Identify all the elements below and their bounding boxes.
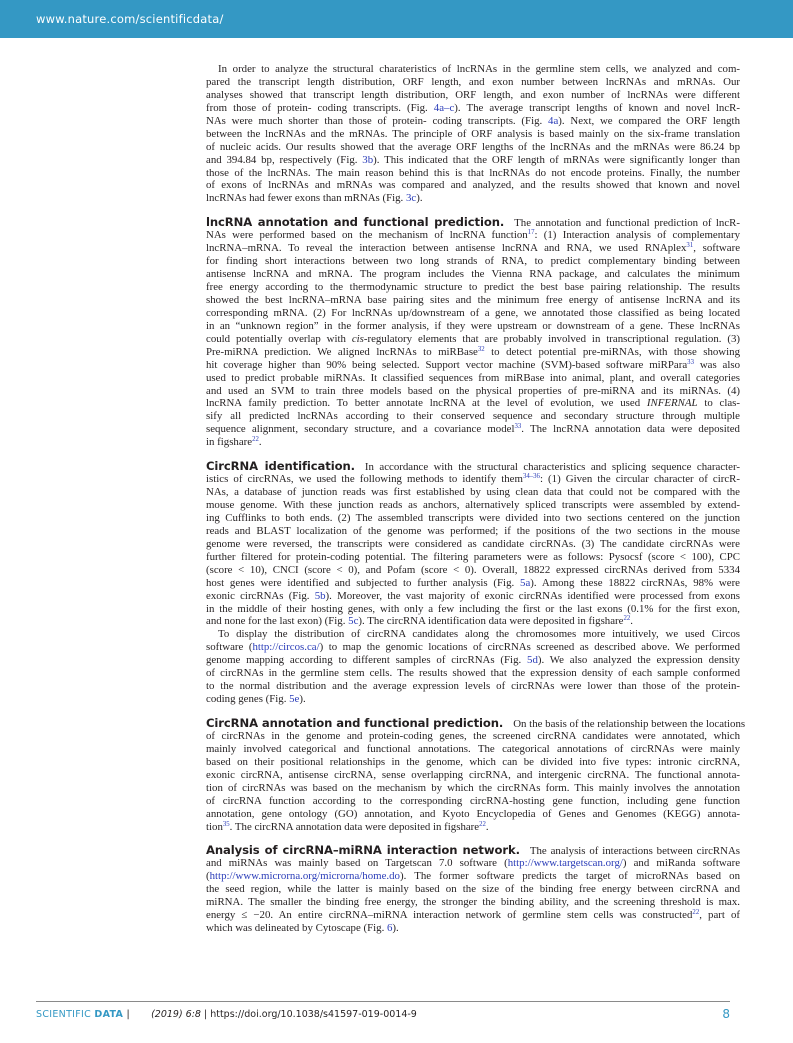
text-line <box>206 680 740 693</box>
text-fragment: tion of circRNAs was based on the mechanism by which the circRNAs form. This mainly involves the annotation <box>206 781 740 794</box>
text-fragment: from those of protein- coding transcripts. (Fig. <box>206 101 434 114</box>
text-fragment: antisense lncRNA and mRNA. The program includes the Vienna RNA package, and calculates the minimum <box>206 268 740 281</box>
text-line <box>206 320 740 333</box>
text-line <box>206 410 740 423</box>
text-line <box>206 255 740 268</box>
text-fragment: NAs were much shorter than those of protein- coding transcripts. (Fig. <box>206 114 549 127</box>
text-line <box>206 615 740 628</box>
citation-superscript[interactable]: 31 <box>686 242 694 250</box>
text-line <box>206 141 740 154</box>
text-line <box>206 782 740 795</box>
text-fragment: and none for the last exon) (Fig. <box>206 615 349 628</box>
text-fragment: of exons of lncRNAs and mRNAs was compared and analyzed, and the results showed that known and novel <box>206 179 740 192</box>
text-line <box>206 179 740 192</box>
text-fragment: . The circRNA annotation data were deposited in figshare <box>229 820 480 833</box>
text-fragment: ). <box>299 693 306 706</box>
text-fragment: between the lncRNAs and the mRNAs. The principle of ORF analysis is based mainly on the six-frame translation <box>206 127 740 140</box>
text-fragment: based on their positional relationships in the genome, which can be divided into five types: intronic circRNA, <box>206 755 740 768</box>
text-fragment: corresponding mRNA. (2) For lncRNAs up/downstream of a gene, we annotated those classified as being located <box>206 306 740 319</box>
text-fragment: , software <box>693 242 741 255</box>
text-line <box>206 730 740 743</box>
reference-link[interactable]: 5b <box>314 589 326 602</box>
citation <box>151 1009 417 1020</box>
journal-name-light: SCIENTIFIC <box>36 1009 95 1020</box>
text-fragment: NAs were performed based on the mechanism of lncRNA function <box>206 229 528 242</box>
text-fragment: and miRNAs was mainly based on Targetscan 7.0 software ( <box>206 857 508 870</box>
text-fragment: showed the best lncRNA–mRNA base pairing sites and the minimum free energy of antisense lncRNA and its <box>206 293 740 306</box>
citation-superscript[interactable]: 22 <box>623 615 631 623</box>
citation-year: (2019) 6:8 <box>151 1009 201 1020</box>
reference-link[interactable]: http://circos.ca/ <box>252 641 320 654</box>
reference-link[interactable]: 5e <box>289 693 300 706</box>
text-line <box>206 590 740 603</box>
paragraph-circos <box>206 628 740 706</box>
text-line <box>206 844 740 857</box>
text-fragment: which was delineated by Cytoscape (Fig. <box>206 922 387 935</box>
text-line <box>206 628 740 641</box>
text-line <box>206 460 740 473</box>
section-lncrna-annotation <box>206 216 740 449</box>
text-fragment: . The lncRNA annotation data were deposited <box>521 423 740 436</box>
text-line <box>206 857 740 870</box>
reference-link[interactable]: 5d <box>527 654 538 667</box>
reference-link[interactable]: 4a–c <box>433 101 455 114</box>
article-body <box>206 63 746 935</box>
text-fragment: coding genes (Fig. <box>206 693 290 706</box>
text-fragment: to the normal distribution and the average expression levels of circRNAs were lower than those of the protein- <box>206 680 740 693</box>
text-fragment: in an “unknown region” in the former analysis, if they were upstream or downstream of a gene. These lncRNAs <box>206 319 740 332</box>
text-line <box>206 436 740 449</box>
text-line <box>206 743 740 756</box>
reference-link[interactable]: 5c <box>348 615 359 628</box>
text-fragment: . <box>258 436 262 449</box>
text-line <box>206 242 740 255</box>
reference-link[interactable]: 4a <box>548 114 559 127</box>
journal-name-bold: DATA <box>94 1009 124 1020</box>
text-line <box>206 551 740 564</box>
text-line <box>206 795 740 808</box>
text-line <box>206 385 740 398</box>
citation-superscript[interactable]: 33 <box>514 423 522 431</box>
text-fragment: ). Among these 18822 circRNAs, 98% were <box>530 576 740 589</box>
text-fragment: , part of <box>699 909 740 922</box>
text-line <box>206 667 740 680</box>
text-fragment: for finding short interactions between two long strands of RNA, to predict complementary binding between <box>206 255 740 268</box>
text-fragment: mouse genome. With these junction reads as anchors, alternatively spliced transcripts were assembled by extend- <box>206 499 740 511</box>
text-line <box>206 268 740 281</box>
text-fragment: ). The circRNA identification data were deposited in figshare <box>358 615 624 628</box>
citation-superscript[interactable]: 32 <box>477 345 485 353</box>
citation-superscript[interactable]: 22 <box>252 436 259 444</box>
text-line <box>206 63 740 76</box>
reference-link[interactable]: 3b <box>362 153 374 166</box>
text-fragment: miRNA. The smaller the binding free energy, the stronger the binding ability, and the screening threshold is max. <box>206 896 740 909</box>
text-line <box>206 808 740 821</box>
journal-header-bar <box>0 0 793 38</box>
text-line <box>206 883 740 896</box>
text-line <box>206 870 740 883</box>
text-fragment: The analysis of interactions between circRNAs <box>529 845 741 858</box>
text-fragment: : (1) Given the circular character of circR- <box>539 473 740 486</box>
text-line <box>206 167 740 180</box>
text-line <box>206 307 740 320</box>
text-fragment: host genes were identified and subjected to further analysis (Fig. <box>206 576 521 589</box>
section-heading: Analysis of circRNA–miRNA interaction network. <box>206 843 520 858</box>
text-line <box>206 577 740 590</box>
citation-doi[interactable]: | https://doi.org/10.1038/s41597-019-0014-9 <box>200 1009 417 1020</box>
italic-term: cis <box>351 332 364 345</box>
text-line <box>206 486 740 499</box>
text-fragment: analyses showed that transcript length distribution, ORF length, and exon number of lncRNAs were different <box>206 88 740 101</box>
text-fragment: . <box>630 615 633 628</box>
text-fragment: -regulatory elements that are probably involved in transcriptional regulation. (3) <box>363 332 740 345</box>
text-line <box>206 896 740 909</box>
text-fragment: annotation, gene ontology (GO) annotation, and Kyoto Encyclopedia of Genes and Genomes (KEGG) annota- <box>206 807 740 820</box>
text-line <box>206 641 740 654</box>
section-circrna-annotation <box>206 716 746 833</box>
text-fragment: In accordance with the structural characteristics and splicing sequence character- <box>364 461 740 474</box>
text-line <box>206 564 740 577</box>
text-line <box>206 89 740 102</box>
footer-separator: | <box>123 1009 131 1020</box>
text-fragment: of circRNAs in the germline stem cells. The results showed that the expression density of each sample conformed <box>206 667 740 680</box>
text-fragment: mainly involved categorical and functional annotations. The categorical annotations of circRNAs were mainly <box>206 742 740 755</box>
text-line <box>206 229 740 242</box>
text-line <box>206 525 740 538</box>
text-line <box>206 115 740 128</box>
text-fragment: was also <box>693 358 740 371</box>
text-fragment: could potentially overlap with <box>206 332 352 345</box>
text-fragment: ) to map the genomic locations of circRNAs screened as described above. We performed <box>319 641 741 654</box>
text-fragment: used to predict probable miRNAs. It classified sequences from miRBase into animal, plant, and overall categories <box>206 371 740 384</box>
journal-name <box>36 1009 130 1020</box>
text-fragment: software ( <box>206 641 253 654</box>
text-fragment: ). The former software predicts the target of microRNAs based on <box>399 870 740 883</box>
journal-url[interactable]: www.nature.com/scientificdata/ <box>36 12 224 26</box>
text-fragment: hit coverage higher than 90% being selected. Support vector machine (SVM)-based software miRPara <box>206 358 688 371</box>
citation-superscript[interactable]: 17 <box>527 229 535 237</box>
text-line <box>206 821 740 834</box>
text-line <box>206 154 740 167</box>
reference-link[interactable]: 5a <box>520 576 531 589</box>
text-line <box>206 372 740 385</box>
text-fragment: pared the transcript length distribution, ORF length, and exon number between lncRNAs and mRNAs. Our <box>206 75 740 88</box>
section-heading: lncRNA annotation and functional prediction. <box>206 215 505 230</box>
section-heading: CircRNA annotation and functional prediction. <box>206 716 504 730</box>
text-line <box>206 423 740 436</box>
page-footer <box>36 1009 730 1025</box>
text-fragment: in the middle of their hosting genes, with only a few including the first or the last exons (0.1% for the first exon, <box>206 602 740 615</box>
text-line <box>206 603 740 616</box>
text-line <box>206 654 740 667</box>
text-line <box>206 359 740 372</box>
text-fragment: to detect potential pre-miRNAs, with those showing <box>484 345 740 358</box>
reference-link[interactable]: 3c <box>405 192 417 205</box>
text-fragment: and 394.84 bp, respectively (Fig. <box>206 153 363 166</box>
text-fragment: ). <box>416 192 423 205</box>
text-fragment: ). <box>392 922 399 935</box>
text-fragment: and used an SVM to train three models based on the physical properties of pre-miRNA and its miRNAs. (4) <box>206 384 740 397</box>
text-fragment: further filtered for protein-coding potential. The filtering parameters were as follows: Pysocsf (score < 100), CPC <box>206 550 740 563</box>
text-line <box>206 346 740 359</box>
text-fragment: lncRNA–mRNA. To reveal the interaction between antisense lncRNA and RNA, we used RNAplex <box>206 242 687 255</box>
text-fragment: ). Moreover, the vast majority of exonic circRNAs identified were processed from exons <box>325 589 740 602</box>
text-fragment: lncRNA family prediction. To better annotate lncRNA at the level of evolution, we used <box>206 397 647 410</box>
text-line <box>206 716 746 730</box>
text-fragment: reads and BLAST localization of the genome was performed; if the positions of the two sections in the mouse <box>206 524 740 537</box>
text-line <box>206 909 740 922</box>
text-fragment: On the basis of the relationship between the locations <box>513 718 746 730</box>
section-interaction-network <box>206 844 740 935</box>
page-number: 8 <box>722 1007 730 1021</box>
citation-superscript[interactable]: 22 <box>479 820 486 828</box>
text-fragment: lncRNAs had fewer exons than mRNAs (Fig. <box>206 192 406 205</box>
text-fragment: . <box>485 820 489 833</box>
text-fragment: istics of circRNAs, we used the following methods to identify them <box>206 473 523 486</box>
text-line <box>206 281 740 294</box>
text-line <box>206 756 740 769</box>
text-fragment: to clas- <box>697 397 741 410</box>
text-fragment: exonic circRNA, antisense circRNA, sense overlapping circRNA, and intergenic circRNA. The functional annota- <box>206 768 740 781</box>
text-line <box>206 769 740 782</box>
text-fragment: The annotation and functional prediction of lncR- <box>514 217 741 230</box>
text-line <box>206 922 740 935</box>
text-fragment: ). Next, we compared the ORF length <box>558 114 740 127</box>
text-fragment: tion <box>206 820 223 833</box>
text-line <box>206 397 740 410</box>
text-fragment: of circRNA function according to the corresponding circRNA-hosting gene function, including gene function <box>206 794 740 807</box>
text-fragment: those of the lncRNAs. The main reason behind this is that lncRNAs do not encode proteins. Finally, the number <box>206 166 740 179</box>
italic-term: INFERNAL <box>646 397 698 410</box>
text-fragment: ( <box>206 870 210 883</box>
text-line <box>206 76 740 89</box>
footer-divider <box>36 1001 730 1002</box>
text-fragment: ). This indicated that the ORF length of mRNAs were significantly longer than <box>373 153 740 166</box>
text-fragment: In order to analyze the structural charateristics of lncRNAs in the germline stem cells, we analyzed and com- <box>218 63 740 75</box>
text-fragment: Pre-miRNA prediction. We aligned lncRNAs to miRBase <box>206 345 478 358</box>
text-fragment: : (1) Interaction analysis of complementary <box>534 229 740 242</box>
text-line <box>206 102 740 115</box>
text-line <box>206 473 740 486</box>
text-fragment: ). We also analyzed the expression density <box>537 654 740 667</box>
reference-link[interactable]: http://www.targetscan.org/ <box>507 857 623 870</box>
citation-superscript[interactable]: 33 <box>687 358 694 366</box>
text-line <box>206 333 740 346</box>
text-fragment: NAs, a database of junction reads was first established by using clean data that could not be compared with the <box>206 486 740 499</box>
text-fragment: (score < 10), CNCI (score < 0), and Pofam (score < 0). Overall, 18822 expressed circRNAs derived from 5334 <box>206 563 740 576</box>
paragraph-intro <box>206 63 740 205</box>
text-line <box>206 216 740 229</box>
text-fragment: energy ≤ −20. An entire circRNA–miRNA interaction network of germline stem cells was constructed <box>206 909 693 922</box>
text-line <box>206 693 740 706</box>
citation-superscript[interactable]: 34–36 <box>522 473 540 481</box>
text-fragment: ) and miRanda software <box>622 857 741 870</box>
text-fragment: of nucleic acids. Our results showed that the average ORF lengths of the lncRNAs and the mRNAs were 86.24 bp <box>206 140 740 153</box>
text-fragment: sequence alignment, secondary structure, and a covariance model <box>206 423 515 436</box>
text-fragment: ing Cufflinks to both ends. (2) The assembled transcripts were divided into two sections centered on the junction <box>206 511 740 524</box>
text-fragment: of circRNAs in the genome and protein-coding genes, the screened circRNA candidates were annotated, which <box>206 729 740 742</box>
text-fragment: the seed region, while the latter is mainly based on the size of the binding free energy between circRNA and <box>206 883 740 896</box>
text-line <box>206 512 740 525</box>
text-line <box>206 128 740 141</box>
text-fragment: genome were reversed, the transcripts were considered as candidate circRNAs. (3) The candidate circRNAs were <box>206 537 740 550</box>
text-fragment: ). The average transcript lengths of known and novel lncR- <box>454 101 740 114</box>
citation-superscript[interactable]: 22 <box>692 909 700 917</box>
section-circrna-identification <box>206 460 740 628</box>
text-line <box>206 499 740 512</box>
text-line <box>206 538 740 551</box>
text-line <box>206 192 740 205</box>
reference-link[interactable]: 6 <box>387 922 393 935</box>
text-line <box>206 294 740 307</box>
reference-link[interactable]: http://www.microrna.org/microrna/home.do <box>209 870 400 883</box>
text-fragment: sify all predicted lncRNAs according to their conserved sequence and secondary structure through multiple <box>206 410 740 423</box>
section-heading: CircRNA identification. <box>206 459 355 474</box>
text-fragment: To display the distribution of circRNA candidates along the chromosomes more intuitively, we used Circos <box>218 628 740 641</box>
text-fragment: free energy according to the thermodynamic structure to predict the best base pairing relationship. The results <box>206 281 740 293</box>
text-fragment: in figshare <box>206 436 253 449</box>
citation-superscript[interactable]: 35 <box>222 820 230 828</box>
text-fragment: genome mapping according to different samples of circRNAs (Fig. <box>206 654 528 667</box>
text-fragment: exonic circRNAs (Fig. <box>206 589 315 602</box>
